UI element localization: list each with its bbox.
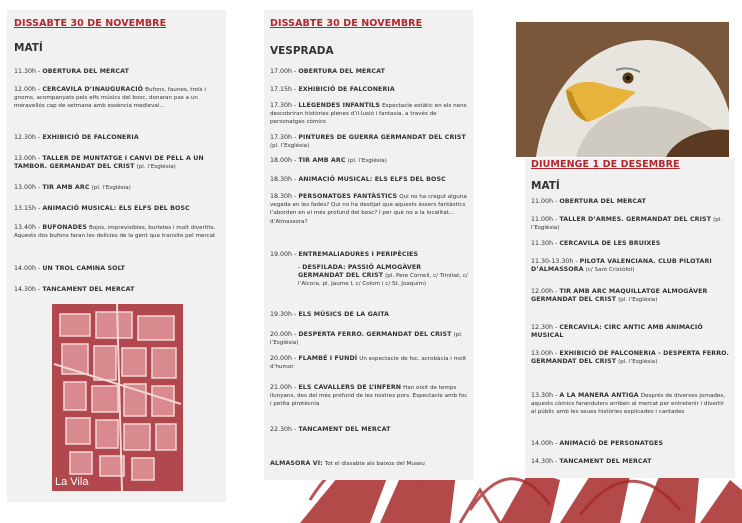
p1-event-6: 13.15h - ANIMACIÓ MUSICAL: ELS ELFS DEL BOSC	[14, 205, 190, 212]
p3-event-3: 11.30h - CERCAVILA DE LES BRUIXES	[531, 240, 661, 247]
p2-event-11: 20.00h - DESPERTA FERRO. GERMANDAT DEL CRIST (pl. l’Església)	[270, 331, 463, 347]
eagle-photo	[516, 22, 729, 157]
panel1-date-heading: DISSABTE 30 DE NOVEMBRE	[14, 18, 167, 29]
p1-event-8: 14.00h - UN TROL CAMINA SOLT	[14, 265, 126, 272]
p2-event-9: - DESFILADA: PASSIÓ ALMOGÀVER GERMANDAT DEL CRIST (pl. Pere Cornell, c/ Trinitat, c/ l’Alcora, pl. Jaume I, c/ Colom i c/ St. Joaquim)	[298, 264, 468, 288]
p2-event-12: 20.00h - FLAMBÉ I FUNDÍ Un espectacle de foc, acrobàcia i molt d’humor	[270, 355, 467, 371]
panel3-date-heading: DIUMENGE 1 DE DESEMBRE	[531, 159, 680, 170]
p2-event-1: 17.00h - OBERTURA DEL MERCAT	[270, 68, 386, 75]
panel-saturday-evening	[264, 10, 473, 480]
p3-event-7: 13.00h - EXHIBICIÓ DE FALCONERIA - DESPERTA FERRO. GERMANDAT DEL CRIST (pl. l’Església)	[531, 350, 729, 366]
map-label: La Vila	[55, 476, 89, 488]
p3-event-2: 11.00h - TALLER D’ARMES. GERMANDAT DEL CRIST (pl. l’Església)	[531, 216, 723, 232]
p1-event-5: 13.00h - TIR AMB ARC (pl. l’Església)	[14, 184, 131, 191]
panel2-section-title: VESPRADA	[270, 45, 334, 57]
town-map	[52, 304, 183, 491]
p3-event-6: 12.30h - CERCAVILA: CIRC ANTIC AMB ANIMACIÓ MUSICAL	[531, 324, 703, 340]
p1-event-4: 13.00h - TALLER DE MUNTATGE I CANVI DE PELL A UN TAMBOR. GERMANDAT DEL CRIST (pl. l’Església)	[14, 155, 204, 171]
p3-event-1: 11.00h - OBERTURA DEL MERCAT	[531, 198, 647, 205]
p3-event-9: 14.00h - ANIMACIÓ DE PERSONATGES	[531, 440, 664, 447]
p2-event-10: 19.30h - ELS MÚSICS DE LA GAITA	[270, 311, 390, 318]
p1-event-1: 11.30h - OBERTURA DEL MERCAT	[14, 68, 130, 75]
p2-event-7: 18.30h - PERSONATGES FANTÀSTICS Qui no ha cregut alguna vegada en les fades? Qui no ha desitjat que aquests éssers fantàstics l’aborden en el més profund del bosc? I per què no a la localitat... d’Almassora?	[270, 193, 467, 225]
p2-event-4: 17.30h - PINTURES DE GUERRA GERMANDAT DEL CRIST (pl. l’Església)	[270, 134, 466, 150]
p3-event-4: 11.30-13.30h - PILOTA VALENCIANA. CLUB PILOTARI D’ALMASSORA (c/ Sant Cristòfol)	[531, 258, 712, 274]
p3-event-8: 13.30h - A LA MANERA ANTIGA Després de diverses jornades, aquests còmics farandulers arriben al mercat per entretenir i divertir al públic amb les seues històries explicades i cantades	[531, 392, 726, 416]
p2-event-5: 18.00h - TIR AMB ARC (pl. l’Església)	[270, 157, 387, 164]
p1-event-3: 12.30h - EXHIBICIÓ DE FALCONERIA	[14, 134, 139, 141]
p2-event-13: 21.00h - ELS CAVALLERS DE L’INFERN Han eixit de temps llunyans, des del més profund de les nostres pors. Espectacle amb foc i petita pirotècnia	[270, 384, 468, 408]
p2-event-6: 18.30h - ANIMACIÓ MUSICAL: ELS ELFS DEL BOSC	[270, 176, 446, 183]
p2-event-3: 17.30h - LLEGENDES INFANTILS Espectacle estàtic en els nens descobriran històries plenes d’il·lusió i fantasia, a través de personatges còmics	[270, 102, 467, 126]
p1-event-7: 13.40h - BUFONADES Bojos, imprevisibles, burletes i molt divertits. Aquests dos bufons faran les delícies de la gent que transite pel mercat	[14, 224, 216, 240]
p2-event-8: 19.00h - ENTREMALIADURES I PERIPÈCIES	[270, 251, 419, 258]
p3-event-10: 14.30h - TANCAMENT DEL MERCAT	[531, 458, 652, 465]
panel2-date-heading: DISSABTE 30 DE NOVEMBRE	[270, 18, 423, 29]
p1-event-9: 14.30h - TANCAMENT DEL MERCAT	[14, 286, 135, 293]
p2-event-14: 22.30h - TANCAMENT DEL MERCAT	[270, 426, 391, 433]
panel3-section-title: MATÍ	[531, 180, 560, 192]
panel1-section-title: MATÍ	[14, 42, 43, 54]
p1-event-2: 12.00h - CERCAVILA D’INAUGURACIÓ Bufons, faunes, trols i gnoms, acompanyats pels elfs músics del bosc, donaran pas a un meravellós cap de setmana amb essència medieval...	[14, 86, 206, 110]
p2-event-2: 17.15h - EXHIBICIÓ DE FALCONERIA	[270, 86, 395, 93]
p3-event-5: 12.00h - TIR AMB ARC MAQUILLATGE ALMOGÀVER GERMANDAT DEL CRIST (pl. l’Església)	[531, 288, 708, 304]
p2-footnote: ALMASORA VI: Tot el dissabte als baixos del Museu	[270, 460, 425, 467]
